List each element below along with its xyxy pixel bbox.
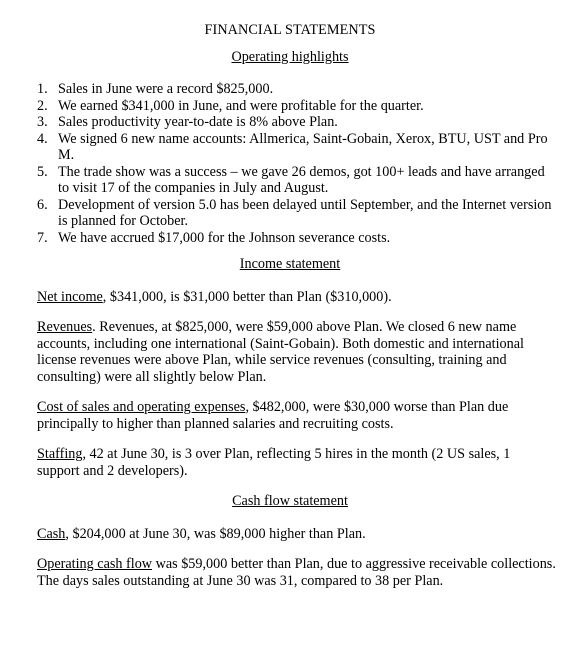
cost-of-sales-text: , $482,000, were $30,000 worse than Plan due principally to higher than planned salaries and recruiting costs. [37, 399, 509, 432]
cash-text: , $204,000 at June 30, was $89,000 higher than Plan. [65, 525, 366, 542]
list-number: 2. [37, 97, 48, 114]
list-item [0, 98, 580, 115]
revenues-text: . Revenues, at $825,000, were $59,000 above Plan. We closed 6 new name accounts, including one international (Saint-Gobain). Both domestic and international license revenues were above Plan, while service revenues (consulting, training and consulting) were all slightly below Plan. [37, 319, 524, 385]
list-text: Development of version 5.0 has been delayed until September, and the Internet version is planned for October. [58, 196, 552, 229]
list-text: The trade show was a success – we gave 26 demos, got 100+ leads and have arranged to visit 17 of the companies in July and August. [58, 163, 545, 196]
cash-flow-heading: Cash flow statement [232, 493, 348, 509]
list-number: 3. [37, 114, 48, 130]
list-text: We have accrued $17,000 for the Johnson severance costs. [58, 229, 391, 246]
operating-cash-flow-paragraph [0, 556, 580, 589]
staffing-label: Staffing [37, 446, 83, 462]
list-item [0, 81, 580, 98]
list-item [0, 131, 580, 164]
list-item [0, 114, 580, 131]
list-item [0, 197, 580, 230]
income-statement-heading: Income statement [239, 256, 341, 272]
operating-highlights-heading: Operating highlights [231, 48, 349, 65]
list-number: 4. [37, 130, 48, 147]
cash-label: Cash [37, 525, 66, 542]
list-text: Sales productivity year-to-date is 8% above Plan. [58, 114, 338, 130]
cost-of-sales-label: Cost of sales and operating expenses [37, 399, 246, 415]
list-number: 1. [37, 81, 48, 97]
list-item [0, 230, 580, 247]
list-text: We signed 6 new name accounts: Allmerica, Saint-Gobain, Xerox, BTU, UST and Pro M. [58, 130, 548, 163]
list-number: 6. [37, 196, 48, 213]
net-income-label: Net income [37, 288, 103, 305]
net-income-text: , $341,000, is $31,000 better than Plan ($310,000). [102, 288, 392, 305]
revenues-paragraph [0, 319, 580, 385]
operating-cash-flow-text: was $59,000 better than Plan, due to aggressive receivable collections. The days sales outstanding at June 30 was 31, compared to 38 per Plan. [37, 556, 556, 589]
revenues-label: Revenues [37, 319, 93, 335]
staffing-text: , 42 at June 30, is 3 over Plan, reflecting 5 hires in the month (2 US sales, 1 support and 2 developers). [37, 446, 511, 479]
cash-paragraph [0, 526, 580, 543]
operating-highlights-list [0, 81, 580, 246]
cost-of-sales-paragraph [0, 399, 580, 432]
list-number: 7. [37, 229, 48, 246]
list-text: We earned $341,000 in June, and were profitable for the quarter. [58, 97, 424, 114]
document-title: FINANCIAL STATEMENTS [204, 22, 376, 38]
list-text: Sales in June were a record $825,000. [58, 81, 274, 97]
net-income-paragraph [0, 289, 580, 306]
operating-cash-flow-label: Operating cash flow [37, 556, 153, 572]
staffing-paragraph [0, 446, 580, 479]
list-number: 5. [37, 163, 48, 180]
list-item [0, 164, 580, 197]
